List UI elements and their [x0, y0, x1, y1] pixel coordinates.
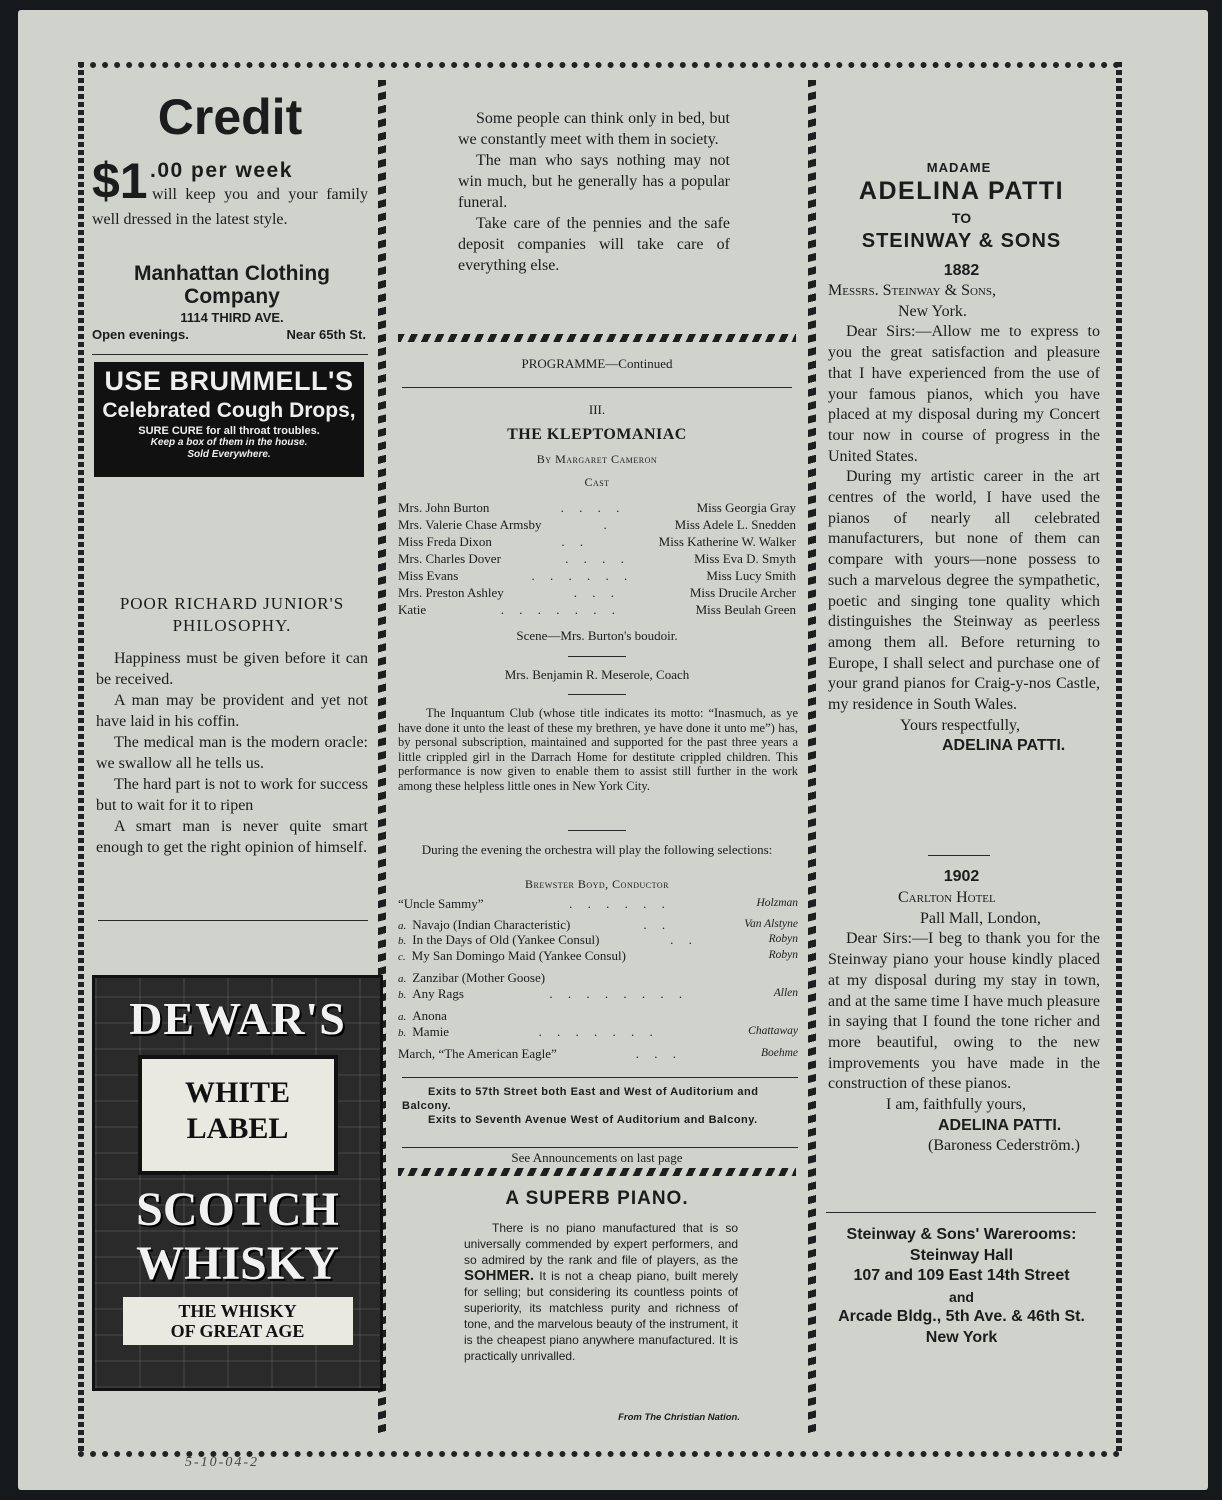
company-hours: [92, 327, 366, 342]
conductor: Brewster Boyd, Conductor: [525, 877, 669, 891]
poor-richard-body: [96, 648, 368, 858]
brummell-line3: SURE CURE for all throat troubles.: [138, 425, 320, 437]
divider: [402, 1077, 798, 1078]
leader-dots: .: [603, 517, 613, 532]
selection-composer: Allen: [773, 986, 798, 999]
cast-label: Cast: [584, 475, 610, 489]
programme-heading: PROGRAMME—Continued: [521, 356, 673, 371]
warerooms-and: and: [949, 1288, 974, 1305]
leader-dots: . . . .: [560, 500, 626, 515]
club-note: The Inquantum Club (whose title indicates its motto: “Inasmuch, as ye have done it unto the least of these my brethren, ye have done it unto me”) has, by personal subscription, maintained and supported for the past three years a little crippled girl in the Darrach Home for destitute crippled children. This performance is now given to enable them to assist still further in the work among these helpless little ones in New York City.: [398, 706, 798, 793]
selection-title: Anona: [412, 1008, 447, 1023]
leader-dots: . . . .: [565, 551, 630, 566]
selection-gap: [398, 1002, 798, 1009]
divider: [92, 354, 368, 355]
selection-row: [398, 1009, 798, 1025]
divider: [402, 387, 792, 388]
open-evenings: Open evenings.: [92, 327, 189, 342]
aphorism: The hard part is not to work for success but to wait for it to ripen: [96, 776, 368, 814]
cast-row: [398, 533, 796, 550]
cast-role: Mrs. Charles Dover: [398, 551, 501, 566]
sohmer-ad-title: A SUPERB PIANO.: [505, 1188, 689, 1209]
cast-actor: Miss Katherine W. Walker: [658, 534, 796, 549]
selection-row: [398, 987, 798, 1003]
dewar-scotch-word: SCOTCH: [136, 1183, 339, 1236]
cast-role: Mrs. Preston Ashley: [398, 585, 504, 600]
dewar-label-line2: LABEL: [186, 1112, 289, 1145]
cast-actor: Miss Lucy Smith: [706, 568, 796, 583]
steinway-firm: STEINWAY & SONS: [861, 230, 1062, 252]
sohmer-text-start: There is no piano manufactured that is so universally commended by expert performers, and so admired by the rank and file of players, as the: [464, 1221, 738, 1267]
divider: [402, 1147, 798, 1148]
selection-composer: Holzman: [756, 897, 798, 909]
steinway-hall: Steinway Hall: [909, 1246, 1014, 1264]
saying: Take care of the pennies and the safe deposit companies will take care of everything else.: [458, 215, 730, 274]
column-divider-right: [808, 80, 816, 1435]
brummell-ad: [94, 362, 364, 477]
selection-title: “Uncle Sammy”: [398, 896, 484, 911]
selection-letter: b.: [398, 935, 407, 947]
cast-list: [398, 499, 796, 618]
selection-title: Navajo (Indian Characteristic): [412, 916, 571, 932]
middle-sayings: [458, 108, 730, 276]
scene-note: Scene—Mrs. Burton's boudoir.: [516, 628, 678, 643]
selection-letter: c.: [398, 950, 406, 963]
divider: [826, 1212, 1096, 1213]
letter1-year: 1882: [943, 262, 980, 279]
letter1-city: New York.: [898, 302, 967, 320]
company-address: 1114 THIRD AVE.: [180, 310, 284, 325]
selection-row: [398, 949, 798, 965]
madame-label: MADAME: [926, 160, 992, 175]
play-title: THE KLEPTOMANIAC: [507, 426, 687, 443]
letter2-city: Pall Mall, London,: [920, 909, 1041, 927]
warerooms-block: [824, 1225, 1099, 1348]
selection-composer: Van Alstyne: [744, 917, 798, 930]
dewar-ad: [92, 975, 383, 1391]
selection-letter: b.: [398, 1026, 407, 1039]
credit-dollar: $1: [92, 153, 148, 209]
leader-dots: [626, 949, 769, 965]
border-right: [1116, 62, 1122, 1451]
dewar-brand: DEWAR'S: [129, 993, 346, 1044]
leader-dots: . . .: [635, 1047, 682, 1061]
warerooms-city: New York: [925, 1328, 998, 1346]
letter1-para2: During my artistic career in the art centres of the world, I have used the pianos of nearly all celebrated manufacturers, but none of them can compare with yours—none possess to such a marvelous degree the sympathetic, poetic and singing tone quality which distinguishes the Steinway as peerless among them all. Before returning to Europe, I shall select and purchase one of your grand pianos for Craig-y-nos Castle, my residence in South Wales.: [828, 468, 1100, 714]
brummell-line1: USE BRUMMELL'S: [104, 366, 354, 396]
warerooms-street: 107 and 109 East 14th Street: [853, 1267, 1070, 1284]
letter2-title: (Baroness Cederström.): [928, 1137, 1080, 1155]
short-divider: [568, 830, 626, 831]
patti-name: ADELINA PATTI: [858, 177, 1065, 205]
leader-dots: . . . . . . . .: [549, 986, 689, 1001]
selection-title: In the Days of Old (Yankee Consul): [412, 932, 600, 947]
dewar-tagline: [123, 1297, 353, 1345]
cast-actor: Miss Georgia Gray: [696, 500, 796, 515]
leader-dots: . . . . . .: [531, 568, 634, 583]
leader-dots: . .: [670, 933, 698, 947]
leader-dots: [545, 971, 798, 987]
play-author: By Margaret Cameron: [536, 452, 658, 466]
dewar-label-line1: WHITE: [184, 1076, 291, 1109]
divider: [98, 920, 368, 921]
letter1-closing: Yours respectfully,: [900, 716, 1020, 734]
coach-credit: Mrs. Benjamin R. Meserole, Coach: [504, 667, 690, 682]
saying: Some people can think only in bed, but we constantly meet with them in society.: [458, 110, 730, 148]
orchestra-note: During the evening the orchestra will play the following selections:: [421, 842, 773, 857]
letter2-closing: I am, faithfully yours,: [886, 1096, 1026, 1114]
short-divider: [928, 855, 990, 856]
zigzag-divider: [398, 1168, 796, 1176]
selection-letter: b.: [398, 988, 407, 1001]
dewar-whisky-word: WHISKY: [136, 1237, 339, 1290]
selection-letter: a.: [398, 919, 407, 932]
selection-row: [398, 1047, 798, 1061]
cast-actor: Miss Drucile Archer: [689, 585, 796, 600]
letter2-para1: Dear Sirs:—I beg to thank you for the Steinway piano your house kindly placed at my disposal during my stay in town, and at the same time I have much pleasure in saying that I found the tone richer and more beautiful, owing to the new improvements you have made in the construction of these pianos.: [828, 930, 1100, 1093]
selection-title: March, “The American Eagle”: [398, 1046, 557, 1061]
saying: The man who says nothing may not win much, but he generally has a popular funeral.: [458, 152, 730, 211]
aphorism: A smart man is never quite smart enough to get the right opinion of himself.: [96, 818, 368, 856]
selection-row: [398, 918, 798, 934]
poor-richard-title: POOR RICHARD JUNIOR'S PHILOSOPHY.: [119, 594, 345, 635]
selection-title: My San Domingo Maid (Yankee Consul): [411, 947, 626, 963]
letter-1882: [828, 281, 1100, 757]
credit-ad-title: Credit: [157, 89, 303, 145]
border-left: [78, 62, 84, 1451]
selection-title: Zanzibar (Mother Goose): [412, 970, 546, 985]
cast-role: Miss Evans: [398, 568, 459, 583]
announcements-note: See Announcements on last page: [511, 1150, 683, 1165]
aphorism: Happiness must be given before it can be received.: [96, 650, 368, 688]
brummell-line5: Sold Everywhere.: [187, 449, 271, 460]
leader-dots: . . .: [573, 585, 620, 600]
selection-composer: Chattaway: [748, 1024, 798, 1037]
credit-description: will keep you and your family well dressed in the latest style.: [92, 186, 368, 228]
dewar-tagline-line2: OF GREAT AGE: [170, 1321, 305, 1341]
leader-dots: . . . . . .: [569, 897, 671, 911]
leader-dots: [447, 1009, 798, 1025]
cast-actor: Miss Adele L. Snedden: [674, 517, 796, 532]
selection-row: [398, 971, 798, 987]
cast-actor: Miss Beulah Green: [695, 602, 796, 617]
warerooms-arcade: Arcade Bldg., 5th Ave. & 46th St.: [838, 1308, 1085, 1325]
aphorism: A man may be provident and yet not have laid in his coffin.: [96, 692, 368, 730]
selection-letter: a.: [398, 973, 407, 985]
sohmer-text-end: It is not a cheap piano, built merely for selling; but considering its countless points of superiority, its matchless purity and richness of tone, and the marvelous beauty of the instrument, it is the cheapest piano anywhere manufactured. It is practically unrivalled.: [464, 1269, 738, 1363]
orchestra-selections: [398, 897, 798, 1061]
cast-role: Mrs. Valerie Chase Armsby: [398, 517, 542, 532]
selection-title: Mamie: [412, 1023, 450, 1039]
exits-line1: Exits to 57th Street both East and West of Auditorium and Balcony.: [402, 1086, 759, 1112]
selection-composer: Boehme: [760, 1047, 798, 1059]
leader-dots: . . . . . . .: [500, 602, 622, 617]
selection-row: [398, 933, 798, 949]
cast-role: Mrs. John Burton: [398, 500, 490, 515]
cast-row: [398, 567, 796, 584]
programme-number: III.: [588, 402, 606, 417]
warerooms-title: Steinway & Sons' Warerooms:: [846, 1226, 1077, 1243]
credit-ad-body: [92, 160, 368, 232]
cast-row: [398, 601, 796, 618]
short-divider: [568, 694, 626, 695]
cast-role: Katie: [398, 602, 427, 617]
exits-line2: Exits to Seventh Avenue West of Auditorium and Balcony.: [428, 1114, 758, 1126]
brummell-line4: Keep a box of them in the house.: [150, 437, 308, 448]
cast-actor: Miss Eva D. Smyth: [694, 551, 796, 566]
dewar-label: [138, 1055, 338, 1175]
dewar-tagline-line1: THE WHISKY: [178, 1301, 297, 1321]
selection-title: Any Rags: [412, 985, 464, 1001]
cast-row: [398, 516, 796, 533]
cast-row: [398, 499, 796, 516]
sohmer-ad-body: [464, 1220, 738, 1364]
handwritten-date: 5-10-04-2: [185, 1455, 259, 1470]
credit-rate: .00 per week: [150, 159, 293, 182]
selection-row: [398, 897, 798, 911]
selection-composer: Robyn: [768, 948, 798, 961]
sohmer-source: From The Christian Nation.: [618, 1412, 740, 1423]
selection-composer: Robyn: [768, 933, 798, 945]
zigzag-divider: [398, 334, 796, 342]
letter2-hotel: Carlton Hotel: [898, 889, 996, 906]
leader-dots: . .: [561, 534, 590, 549]
short-divider: [568, 656, 626, 657]
aphorism: The medical man is the modern oracle: we swallow all he tells us.: [96, 734, 368, 772]
leader-dots: . . . . . . .: [538, 1024, 659, 1039]
company-name: Manhattan Clothing Company: [134, 262, 330, 308]
dewar-scotch: [95, 1183, 380, 1291]
letter-1902: [828, 888, 1100, 1157]
cast-row: [398, 584, 796, 601]
selection-letter: a.: [398, 1011, 407, 1023]
cast-row: [398, 550, 796, 567]
letter1-addressee: Messrs. Steinway & Sons,: [828, 282, 996, 299]
letter2-year: 1902: [943, 868, 980, 885]
brummell-line2: Celebrated Cough Drops,: [102, 399, 356, 422]
cast-role: Miss Freda Dixon: [398, 534, 492, 549]
letter2-signature: ADELINA PATTI.: [938, 1116, 1062, 1134]
leader-dots: . .: [643, 917, 672, 932]
letter1-signature: ADELINA PATTI.: [942, 737, 1066, 755]
to-label: TO: [951, 210, 972, 226]
letter1-para1: Dear Sirs:—Allow me to express to you the great satisfaction and pleasure that I have experienced from the use of your famous pianos, which you have placed at my disposal during my Concert tour now in course of progress in the United States.: [828, 323, 1100, 465]
selection-row: [398, 1025, 798, 1041]
exits-notice: [402, 1085, 798, 1127]
near-street: Near 65th St.: [286, 327, 366, 342]
sohmer-brand: SOHMER.: [464, 1267, 535, 1284]
